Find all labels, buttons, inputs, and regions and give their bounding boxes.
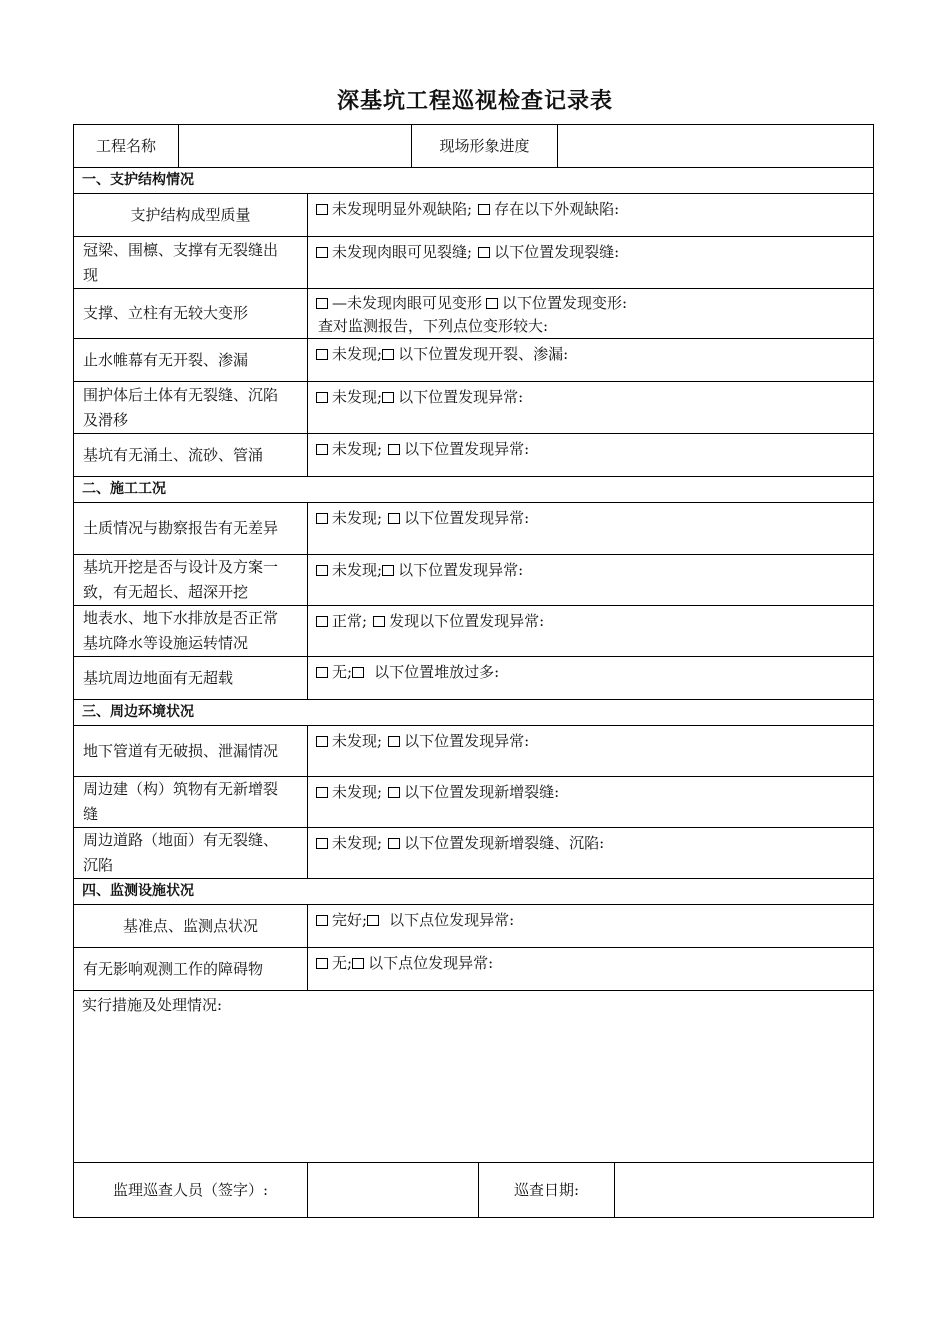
monitoring-note: 查对监测报告，下列点位变形较大: bbox=[318, 317, 549, 335]
checkbox-option-2[interactable] bbox=[478, 247, 490, 258]
table-row: 止水帷幕有无开裂、渗漏 未发现; 以下位置发现开裂、渗漏: bbox=[74, 339, 874, 382]
table-row: 围护体后土体有无裂缝、沉陷及滑移 未发现; 以下位置发现异常: bbox=[74, 382, 874, 434]
checkbox-option-1[interactable] bbox=[316, 915, 328, 926]
header-row bbox=[74, 125, 874, 168]
checkbox-option-1[interactable] bbox=[316, 298, 328, 309]
table-row: 基坑有无涌土、流砂、管涌 未发现; 以下位置发现异常: bbox=[74, 434, 874, 477]
checkbox-option-1[interactable] bbox=[316, 838, 328, 849]
table-row: 地表水、地下水排放是否正常基坑降水等设施运转情况 正常; 发现以下位置发现异常: bbox=[74, 606, 874, 657]
check-item: 周边建（构）筑物有无新增裂缝 bbox=[74, 777, 308, 828]
check-item: 基坑有无涌土、流砂、管涌 bbox=[74, 434, 308, 477]
check-item: 止水帷幕有无开裂、渗漏 bbox=[74, 339, 308, 382]
inspector-signature-field[interactable] bbox=[308, 1163, 479, 1218]
checkbox-option-2[interactable] bbox=[382, 392, 394, 403]
table-row: 基坑周边地面有无超载 无; 以下位置堆放过多: bbox=[74, 657, 874, 700]
checkbox-option-1[interactable] bbox=[316, 787, 328, 798]
checkbox-option-2[interactable] bbox=[352, 667, 364, 678]
progress-label: 现场形象进度 bbox=[412, 125, 558, 168]
checkbox-option-1[interactable] bbox=[316, 444, 328, 455]
checkbox-option-2[interactable] bbox=[388, 444, 400, 455]
checkbox-option-2[interactable] bbox=[367, 915, 379, 926]
checkbox-option-1[interactable] bbox=[316, 392, 328, 403]
checkbox-option-1[interactable] bbox=[316, 247, 328, 258]
table-row: 支护结构成型质量 未发现明显外观缺陷; 存在以下外观缺陷: bbox=[74, 194, 874, 237]
table-row: 基坑开挖是否与设计及方案一致，有无超长、超深开挖 未发现; 以下位置发现异常: bbox=[74, 555, 874, 606]
checkbox-option-1[interactable] bbox=[316, 616, 328, 627]
checkbox-option-1[interactable] bbox=[316, 204, 328, 215]
project-name-label: 工程名称 bbox=[74, 125, 179, 168]
section-heading-4: 四、监测设施状况 bbox=[74, 879, 874, 905]
check-item: 基准点、监测点状况 bbox=[74, 905, 308, 948]
section-heading-1: 一、支护结构情况 bbox=[74, 168, 874, 194]
checkbox-option-2[interactable] bbox=[388, 787, 400, 798]
measures-area[interactable] bbox=[74, 991, 874, 1163]
measures-row bbox=[74, 991, 874, 1163]
checkbox-option-1[interactable] bbox=[316, 349, 328, 360]
checkbox-option-2[interactable] bbox=[373, 616, 385, 627]
table-row: 地下管道有无破损、泄漏情况 未发现; 以下位置发现异常: bbox=[74, 726, 874, 777]
section-heading-3: 三、周边环境状况 bbox=[74, 700, 874, 726]
checkbox-option-2[interactable] bbox=[388, 838, 400, 849]
checkbox-option-1[interactable] bbox=[316, 513, 328, 524]
check-item: 基坑周边地面有无超载 bbox=[74, 657, 308, 700]
page-title: 深基坑工程巡视检查记录表 bbox=[336, 89, 613, 114]
check-item: 支撑、立柱有无较大变形 bbox=[74, 289, 308, 339]
check-item: 支护结构成型质量 bbox=[74, 194, 308, 237]
progress-field[interactable] bbox=[558, 125, 874, 168]
check-item: 有无影响观测工作的障碍物 bbox=[74, 948, 308, 991]
checkbox-option-2[interactable] bbox=[486, 298, 498, 309]
measures-label: 实行措施及处理情况: bbox=[82, 996, 223, 1014]
checkbox-option-2[interactable] bbox=[382, 565, 394, 576]
table-row: 支撑、立柱有无较大变形 —未发现肉眼可见变形 以下位置发现变形: 查对监测报告，下列点位变形较大: bbox=[74, 289, 874, 339]
table-row: 冠梁、围檩、支撑有无裂缝出现 未发现肉眼可见裂缝; 以下位置发现裂缝: bbox=[74, 237, 874, 289]
project-name-field[interactable] bbox=[179, 125, 412, 168]
checkbox-option-1[interactable] bbox=[316, 565, 328, 576]
check-item: 基坑开挖是否与设计及方案一致，有无超长、超深开挖 bbox=[74, 555, 308, 606]
date-label: 巡查日期: bbox=[479, 1163, 615, 1218]
inspector-label: 监理巡查人员（签字）: bbox=[74, 1163, 308, 1218]
table-row: 土质情况与勘察报告有无差异 未发现; 以下位置发现异常: bbox=[74, 503, 874, 555]
section-heading-2: 二、施工工况 bbox=[74, 477, 874, 503]
checkbox-option-2[interactable] bbox=[388, 736, 400, 747]
checkbox-option-2[interactable] bbox=[478, 204, 490, 215]
check-item: 土质情况与勘察报告有无差异 bbox=[74, 503, 308, 555]
inspection-table bbox=[73, 124, 874, 1218]
checkbox-option-1[interactable] bbox=[316, 958, 328, 969]
check-item: 地表水、地下水排放是否正常基坑降水等设施运转情况 bbox=[74, 606, 308, 657]
checkbox-option-1[interactable] bbox=[316, 667, 328, 678]
table-row: 有无影响观测工作的障碍物 无; 以下点位发现异常: bbox=[74, 948, 874, 991]
footer-row bbox=[74, 1163, 874, 1218]
check-item: 冠梁、围檩、支撑有无裂缝出现 bbox=[74, 237, 308, 289]
checkbox-option-1[interactable] bbox=[316, 736, 328, 747]
checkbox-option-2[interactable] bbox=[352, 958, 364, 969]
checkbox-option-2[interactable] bbox=[388, 513, 400, 524]
check-item: 围护体后土体有无裂缝、沉陷及滑移 bbox=[74, 382, 308, 434]
table-row: 周边建（构）筑物有无新增裂缝 未发现; 以下位置发现新增裂缝: bbox=[74, 777, 874, 828]
table-row: 基准点、监测点状况 完好; 以下点位发现异常: bbox=[74, 905, 874, 948]
check-item: 周边道路（地面）有无裂缝、沉陷 bbox=[74, 828, 308, 879]
checkbox-option-2[interactable] bbox=[382, 349, 394, 360]
date-field[interactable] bbox=[615, 1163, 874, 1218]
check-item: 地下管道有无破损、泄漏情况 bbox=[74, 726, 308, 777]
table-row: 周边道路（地面）有无裂缝、沉陷 未发现; 以下位置发现新增裂缝、沉陷: bbox=[74, 828, 874, 879]
